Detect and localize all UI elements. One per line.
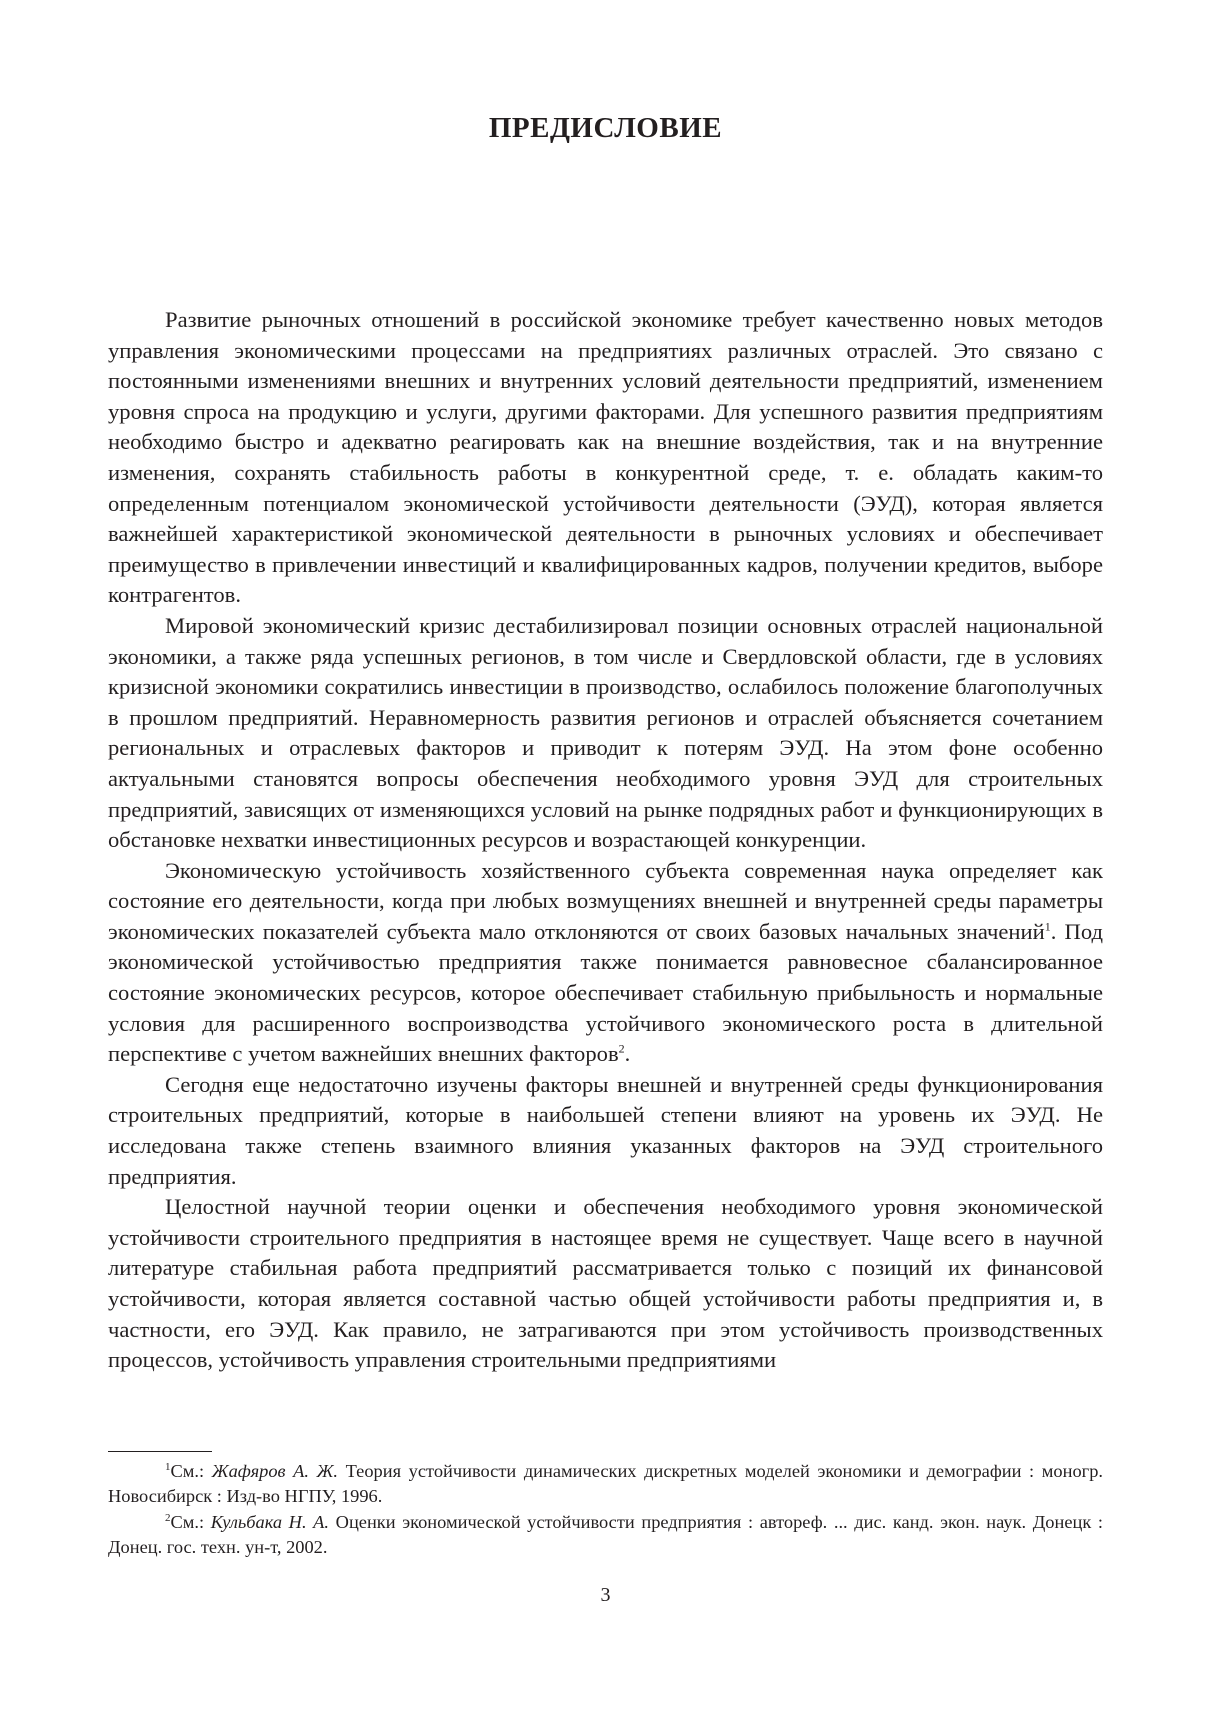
footnote	[108, 1459, 1103, 1510]
footnote-prefix: См.:	[170, 1461, 212, 1481]
footnote-text: Теория устойчивости динамических дискретных моделей экономики и демографии : моногр. Новосибирск : Изд-во НГПУ, 1996.	[108, 1461, 1103, 1507]
footnote-author: Жафяров А. Ж.	[211, 1461, 339, 1481]
paragraph: Развитие рыночных отношений в российской экономике требует качественно новых методов управления экономическими процессами на предприятиях различных отраслей. Это связано с постоянными изменениями внешних и внутренних условий деятельности предприятий, изменением уровня спроса на продукцию и услуги, другими факторами. Для успешного развития предприятиям необходимо быстро и адекватно реагировать как на внешние воздействия, так и на внутренние изменения, сохранять стабильность работы в конкурентной среде, т. е. обладать каким-то определенным потенциалом экономической устойчивости деятельности (ЭУД), которая является важнейшей характеристикой экономической деятельности в рыночных условиях и обеспечивает преимущество в привлечении инвестиций и квалифицированных кадров, получении кредитов, выборе контрагентов.	[108, 307, 1103, 608]
footnote-divider	[108, 1451, 212, 1452]
body-text	[108, 305, 1103, 1376]
paragraph: Сегодня еще недостаточно изучены факторы внешней и внутренней среды функционирования строительных предприятий, которые в наибольшей степени влияют на уровень их ЭУД. Не исследована также степень взаимного влияния указанных факторов на ЭУД строительного предприятия.	[108, 1071, 1103, 1189]
footnote-reference: 2	[618, 1041, 625, 1056]
page-number: 3	[600, 1584, 611, 1606]
footnote-text: Оценки экономической устойчивости предприятия : автореф. ... дис. канд. экон. наук. Донецк : Донец. гос. техн. ун-т, 2002.	[108, 1511, 1104, 1558]
page-title: ПРЕДИСЛОВИЕ	[488, 112, 723, 144]
footnote-prefix: См.:	[170, 1511, 211, 1532]
footnote-mark: 2	[165, 1511, 171, 1524]
paragraph	[108, 856, 1103, 1070]
footnote	[108, 1510, 1103, 1561]
footnote-reference: 1	[1044, 919, 1051, 934]
paragraph: Целостной научной теории оценки и обеспечения необходимого уровня экономической устойчивости строительного предприятия в настоящее время не существует. Чаще всего в научной литературе стабильная работа предприятий рассматривается только с позиций их финансовой устойчивости, которая является составной частью общей устойчивости работы предприятия и, в частности, его ЭУД. Как правило, не затрагиваются при этом устойчивость производственных процессов, устойчивость управления строительными предприятиями	[108, 1194, 1103, 1373]
paragraph: Мировой экономический кризис дестабилизировал позиции основных отраслей национальной экономики, а также ряда успешных регионов, в том числе и Свердловской области, где в условиях кризисной экономики сократились инвестиции в производство, ослабилось положение благополучных в прошлом предприятий. Неравномерность развития регионов и отраслей объясняется сочетанием региональных и отраслевых факторов и приводит к потерям ЭУД. На этом фоне особенно актуальными становятся вопросы обеспечения необходимого уровня ЭУД для строительных предприятий, зависящих от изменяющихся условий на рынке подрядных работ и функционирующих в обстановке нехватки инвестиционных ресурсов и возрастающей конкуренции.	[108, 612, 1103, 853]
paragraph-text: . Под экономической устойчивостью предприятия также понимается равновесное сбалансированное состояние экономических ресурсов, которое обеспечивает стабильную прибыльность и нормальные условия для расширенного воспроизводства устойчивого экономического роста в длительной перспективе с учетом важнейших внешних факторов	[108, 918, 1103, 1067]
footnote-mark: 1	[165, 1460, 171, 1473]
paragraph-text: Экономическую устойчивость хозяйственного субъекта современная наука определяет как состояние его деятельности, когда при любых возмущениях внешней и внутренней среды параметры экономических показателей субъекта мало отклоняются от своих базовых начальных значений	[108, 857, 1103, 944]
footnotes	[108, 1459, 1103, 1561]
footnote-author: Кульбака Н. А.	[210, 1511, 330, 1532]
paragraph-text: .	[624, 1041, 631, 1067]
